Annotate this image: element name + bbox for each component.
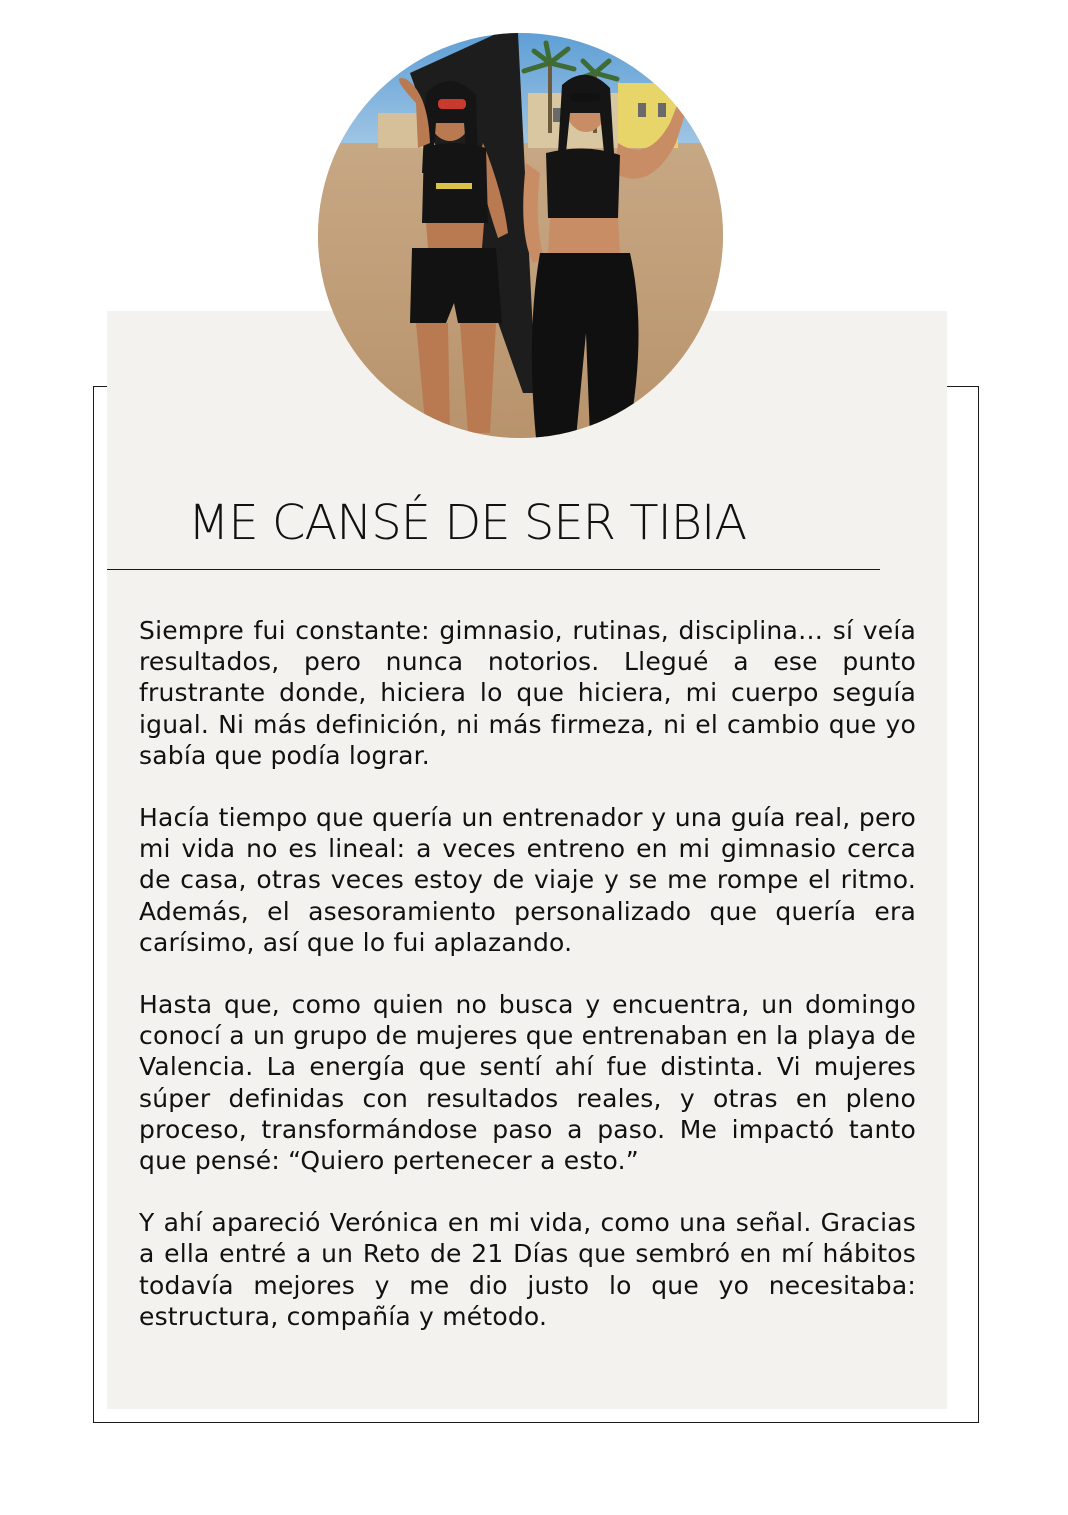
page-title: ME CANSÉ DE SER TIBIA <box>188 495 747 551</box>
paragraph: Y ahí apareció Verónica en mi vida, como una señal. Gracias a ella entré a un Reto de 21 Días que sembró en mí hábitos todavía mejores y me dio justo lo que yo necesitaba: estructura, compañía y método. <box>139 1208 916 1331</box>
paragraph: Siempre fui constante: gimnasio, rutinas, disciplina… sí veía resultados, pero nunca notorios. Llegué a ese punto frustrante donde, hiciera lo que hiciera, mi cuerpo seguía igual. Ni más definición, ni más firmeza, ni el cambio que yo sabía que podía lograr. <box>139 616 916 770</box>
story-body <box>139 615 916 1332</box>
paragraph: Hasta que, como quien no busca y encuentra, un domingo conocí a un grupo de mujeres que entrenaban en la playa de Valencia. La energía que sentí ahí fue distinta. Vi mujeres súper definidas con resultados reales, y otras en pleno proceso, transformándose paso a paso. Me impactó tanto que pensé: “Quiero pertenecer a esto.” <box>139 990 916 1176</box>
title-divider <box>107 569 880 570</box>
paragraph: Hacía tiempo que quería un entrenador y una guía real, pero mi vida no es lineal: a veces entreno en mi gimnasio cerca de casa, otras veces estoy de viaje y se me rompe el ritmo. Además, el asesoramiento personalizado que quería era carísimo, así que lo fui aplazando. <box>139 803 916 957</box>
beach-photo-illustration <box>318 33 723 438</box>
profile-photo <box>318 33 723 438</box>
